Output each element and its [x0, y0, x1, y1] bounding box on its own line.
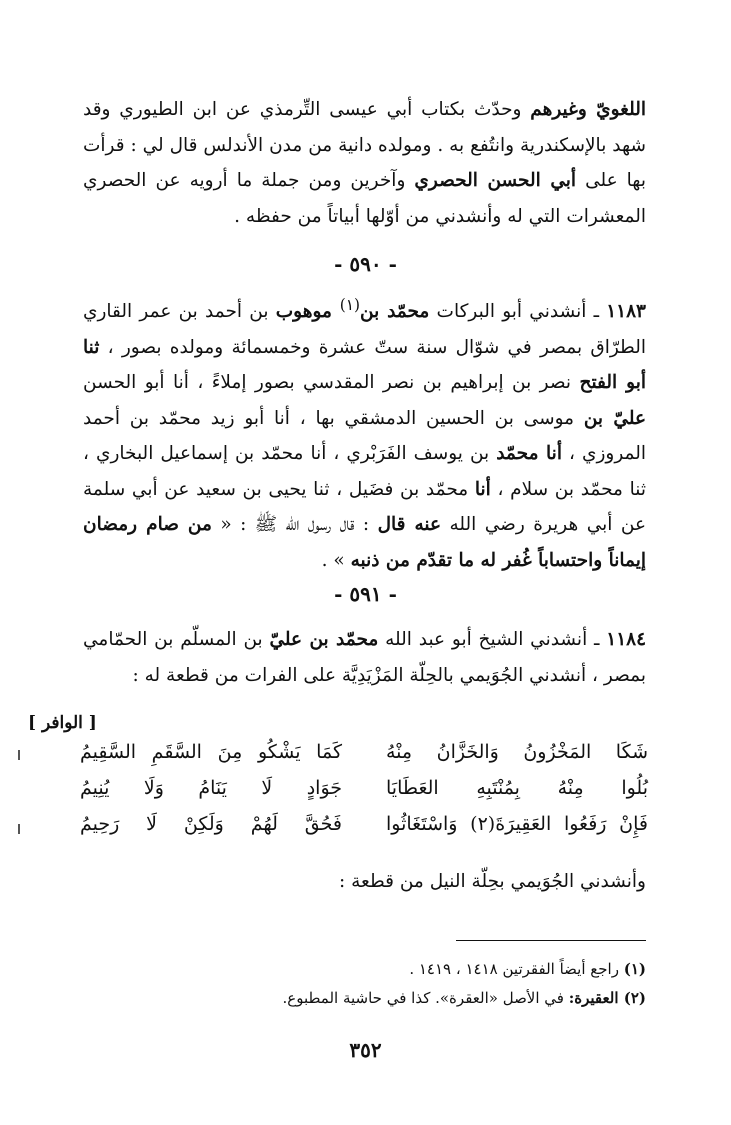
entry-1184-text [83, 622, 646, 693]
paragraph-1 [83, 92, 646, 234]
meter-label: [ الوافر ] [28, 713, 97, 733]
bold-text: محمّد بن [360, 301, 430, 323]
bold-text: محمّد بن عليّ [269, 629, 379, 650]
poem-verse [80, 734, 648, 770]
footnote-ref: (١) [339, 296, 361, 314]
bold-text: أنا [474, 478, 491, 500]
verse-first-hemistich: فَإِنْ رَفَعُوا العَقِيرَةَ(٢) وَاسْتَغَاثُوا [386, 813, 648, 835]
verse-second-hemistich: كَمَا يَشْكُو مِنَ السَّقَمِ السَّقِيمُ [80, 741, 342, 763]
bold-text: اللغويّ وغيرهم [530, 99, 646, 120]
page-number: ٣٥٢ [349, 1038, 382, 1062]
body-text: بن أحمد بن عمر القاري الطرّاق بمصر في شوّال سنة ستّ عشرة وخمسمائة ومولده بصور ، [83, 301, 646, 358]
hadith-text: من صام رمضان إيماناً واحتساباً غُفر له ما تقدّم من ذنبه [83, 514, 646, 571]
body-text: : قال رسول الله ﷺ : « [211, 514, 378, 536]
verse-second-hemistich: فَحُقَّ لَهُمْ وَلَكِنْ لَا رَحِيمُ [80, 813, 342, 835]
entry-1183 [83, 288, 646, 578]
poem-verse [80, 806, 648, 842]
body-text: نصر بن إبراهيم بن نصر المقدسي بصور إملاءً ، أنا أبو الحسن [83, 372, 580, 394]
footnote-2 [83, 984, 646, 1013]
footnotes [83, 955, 646, 1013]
footnote-label: العقيرة: [568, 989, 624, 1007]
bold-text: أبي الحسن الحصري [414, 170, 577, 191]
body-text: موسى بن الحسين الدمشقي بها ، أنا أبو زيد محمّد بن أحمد المروزي ، [83, 407, 647, 465]
bold-text: موهوب [275, 301, 340, 323]
body-text: بن المسلّم بن الحمّامي بمصر ، أنشدني الجُوَيمي بالحِلّة المَزْيَدِيَّة على الفرات من قطعة له : [83, 629, 646, 686]
verse-second-hemistich: جَوَادٍ لَا يَنَامُ وَلَا يُنِيمُ [80, 777, 342, 799]
bold-text: عليّ بن [583, 407, 646, 429]
footnote-mark: (٢) [623, 989, 646, 1007]
paragraph-4 [83, 866, 646, 898]
entry-number: ١١٨٤ [606, 629, 647, 650]
margin-mark [18, 824, 20, 834]
footnote-mark: (١) [623, 960, 646, 978]
entry-1183-text [83, 288, 646, 578]
section-number-590: - ٥٩٠ - [334, 252, 397, 276]
bold-text: عنه قال [377, 514, 442, 536]
body-text: وحدّث بكتاب أبي عيسى التِّرمذي عن ابن الطيوري وقد شهد بالإسكندرية وانتُفع به . ومولده دانية من مدن الأندلس قال لي : قرأت بها على [83, 99, 646, 191]
bold-text: ثنا أبو الفتح [83, 336, 646, 394]
bold-text: أنا محمّد [496, 443, 562, 465]
paragraph-4-text: وأنشدني الجُوَيمي بحِلّة النيل من قطعة : [338, 871, 646, 892]
body-text: بن يوسف الفَرَبْري ، أنا محمّد بن إسماعيل البخاري ، ثنا محمّد بن سلام ، [83, 443, 646, 500]
entry-1184 [83, 622, 646, 693]
poem-verse [80, 770, 648, 806]
margin-mark [18, 750, 20, 760]
body-text: محمّد بن فضَيل ، ثنا يحيى بن سعيد عن أبي سلمة عن أبي هريرة رضي الله [83, 478, 646, 536]
entry-number: ١١٨٣ [606, 301, 646, 323]
body-text: ـ أنشدني الشيخ أبو عبد الله [378, 629, 607, 650]
body-text: ـ أنشدني أبو البركات [429, 301, 607, 323]
section-number-591: - ٥٩١ - [334, 582, 397, 606]
poem [80, 734, 648, 842]
footnote-text: راجع أيضاً الفقرتين ١٤١٨ ، ١٤١٩ . [409, 960, 624, 978]
body-text: وآخرين ومن جملة ما أرويه عن الحصري المعشرات التي له وأنشدني من أوّلها أبياتاً من حفظه . [83, 170, 646, 227]
paragraph-1-text [83, 92, 646, 234]
footnote-divider [456, 940, 646, 941]
verse-first-hemistich: بُلُوا مِنْهُ بِمُنْتَبِهِ العَطَايَا [386, 777, 648, 799]
footnote-text: في الأصل «العقرة». كذا في حاشية المطبوع. [282, 989, 569, 1007]
footnote-1 [83, 955, 646, 984]
body-text: » . [321, 549, 351, 571]
verse-first-hemistich: شَكَا المَخْزُونُ وَالخَزَّانُ مِنْهُ [386, 741, 648, 763]
